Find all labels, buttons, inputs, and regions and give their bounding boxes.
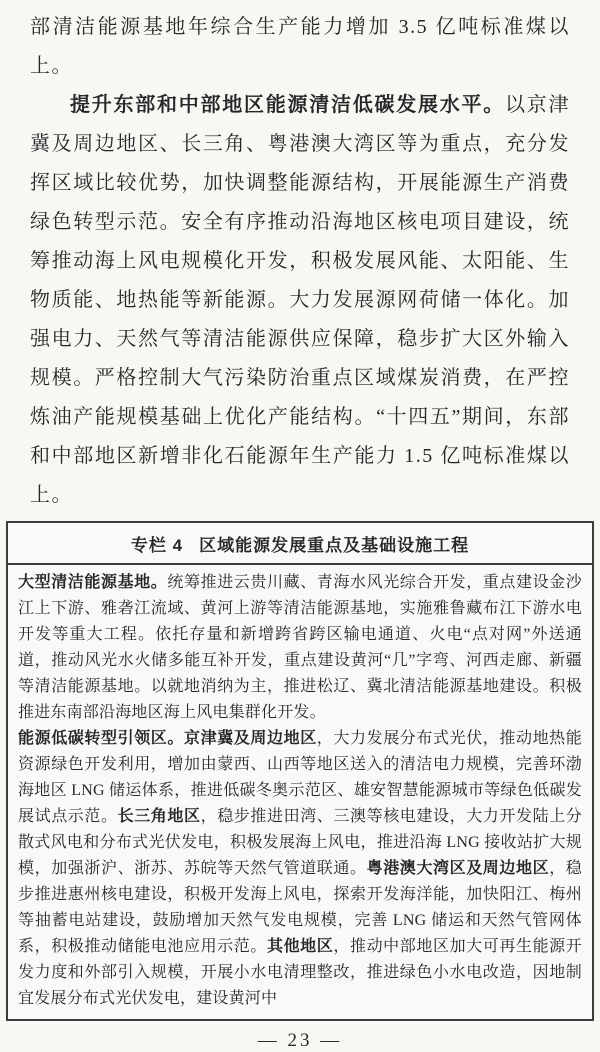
paragraph-body-text: 以京津冀及周边地区、长三角、粤港澳大湾区等为重点，充分发挥区域比较优势，加快调整能源结构，开展能源生产消费绿色转型示范。安全有序推动沿海地区核电项目建设，统筹推动海上风电规模化开发，积极发展风能、太阳能、生物质能、地热能等新能源。大力发展源网荷储一体化。加强电力、天然气等清洁能源供应保障，稳步扩大区外输入规模。严格控制大气污染防治重点区域煤炭消费，在严控炼油产能规模基础上优化产能结构。“十四五”期间，东部和中部地区新增非化石能源年生产能力 1.5 亿吨标准煤以上。 (30, 94, 570, 506)
text-jingjinji-region: ，大力发展分布式光伏，推动地热能资源绿色开发利用，增加由蒙西、山西等地区送入的清洁电力规模，完善环渤海地区 LNG 储运体系，推进低碳冬奥示范区、雄安智慧能源城市等绿色低碳发展试点示范。 (18, 730, 582, 825)
term-low-carbon-pilot-zones: 能源低碳转型引领区。 (18, 730, 184, 747)
column-box-4 (6, 521, 594, 1021)
term-jingjinji-region: 京津冀及周边地区 (184, 730, 317, 747)
term-greater-bay-area-region: 粤港澳大湾区及周边地区 (366, 860, 550, 877)
text-greater-bay-area-region: ，稳步推进惠州核电建设，积极开发海上风电，探索开发海洋能，加快阳江、梅州等抽蓄电站建设，鼓励增加天然气发电规模，完善 LNG 储运和天然气管网体系，积极推动储能电池应用示范。 (18, 860, 583, 955)
term-yangtze-delta-region: 长三角地区 (117, 808, 201, 825)
paragraph-continuation: 部清洁能源基地年综合生产能力增加 3.5 亿吨标准煤以上。 (30, 16, 570, 77)
box-body (8, 565, 592, 1019)
text-other-regions: ，推动中部地区加大可再生能源开发力度和外部引入规模，开展小水电清理整改，推进绿色小水电改造，因地制宜发展分布式光伏发电，建设黄河中 (18, 938, 582, 1007)
text-clean-energy-bases: 统筹推进云贵川藏、青海水风光综合开发，重点建设金沙江上下游、雅砻江流域、黄河上游等清洁能源基地，实施雅鲁藏布江下游水电开发等重大工程。依托存量和新增跨省跨区输电通道、火电“点对网”外送通道，推动风光水火储多能互补开发，重点建设黄河“几”字弯、河西走廊、新疆等清洁能源基地。以就地消纳为主，推进松辽、冀北清洁能源基地建设。积极推进东南部沿海地区海上风电集群化开发。 (18, 574, 582, 721)
term-large-clean-energy-bases: 大型清洁能源基地。 (18, 574, 168, 591)
box-title-label: 专栏 4 (130, 536, 184, 555)
box-paragraph-clean-energy-bases (18, 570, 582, 726)
box-title-text: 区域能源发展重点及基础设施工程 (199, 536, 470, 555)
term-other-regions: 其他地区 (266, 938, 334, 955)
box-title (8, 523, 592, 565)
page-number: — 23 — (257, 1030, 343, 1051)
box-paragraph-low-carbon-zones (18, 726, 582, 1012)
text-yangtze-delta-region: ，稳步推进田湾、三澳等核电建设，大力开发陆上分散式风电和分布式光伏发电，积极发展海上风电，推进沿海 LNG 接收站扩大规模，加强浙沪、浙苏、苏皖等天然气管道联通。 (18, 808, 582, 877)
paragraph-east-central-development (30, 86, 570, 515)
paragraph-lead-bold: 提升东部和中部地区能源清洁低碳发展水平。 (70, 94, 505, 116)
